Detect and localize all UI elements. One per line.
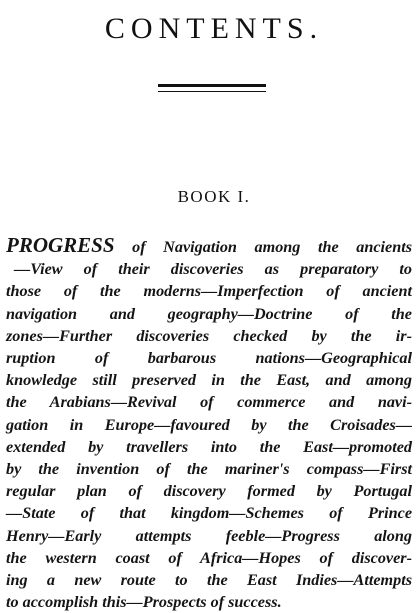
summary-line-8: the Arabians—Revival of commerce and navi- xyxy=(6,393,412,412)
summary-line-12: regular plan of discovery formed by Portugal xyxy=(6,482,412,501)
summary-line-6: ruption of barbarous nations—Geographical xyxy=(6,349,412,368)
summary-line-1 xyxy=(6,234,412,258)
summary-line-13: —State of that kingdom—Schemes of Prince xyxy=(6,504,412,523)
summary-line-15: the western coast of Africa—Hopes of discover- xyxy=(6,548,412,567)
heading-rule-thin xyxy=(158,91,266,92)
summary-line-9: gation in Europe—favoured by the Croisades— xyxy=(6,415,412,434)
heading-rule-thick xyxy=(158,84,266,87)
book-summary xyxy=(6,234,412,613)
summary-line-4: navigation and geography—Doctrine of the xyxy=(6,304,412,323)
summary-first-word: PROGRESS xyxy=(6,233,115,257)
contents-heading: CONTENTS. xyxy=(104,12,324,45)
summary-line-14: Henry—Early attempts feeble—Progress along xyxy=(6,526,412,545)
summary-line-16: ing a new route to the East Indies—Attempts xyxy=(6,571,412,590)
summary-line-10: extended by travellers into the East—promoted xyxy=(6,437,412,456)
book-heading: BOOK I. xyxy=(177,187,251,206)
summary-line-3: those of the moderns—Imperfection of ancient xyxy=(6,282,412,301)
summary-line-text: of Navigation among the ancients xyxy=(114,238,412,256)
summary-line-5: zones—Further discoveries checked by the ir- xyxy=(6,326,412,345)
summary-line-2: —View of their discoveries as preparatory to xyxy=(14,260,412,279)
summary-line-17: to accomplish this—Prospects of success. xyxy=(6,593,282,612)
summary-line-7: knowledge still preserved in the East, and among xyxy=(6,371,412,390)
summary-line-11: by the invention of the mariner's compass—First xyxy=(6,460,412,479)
